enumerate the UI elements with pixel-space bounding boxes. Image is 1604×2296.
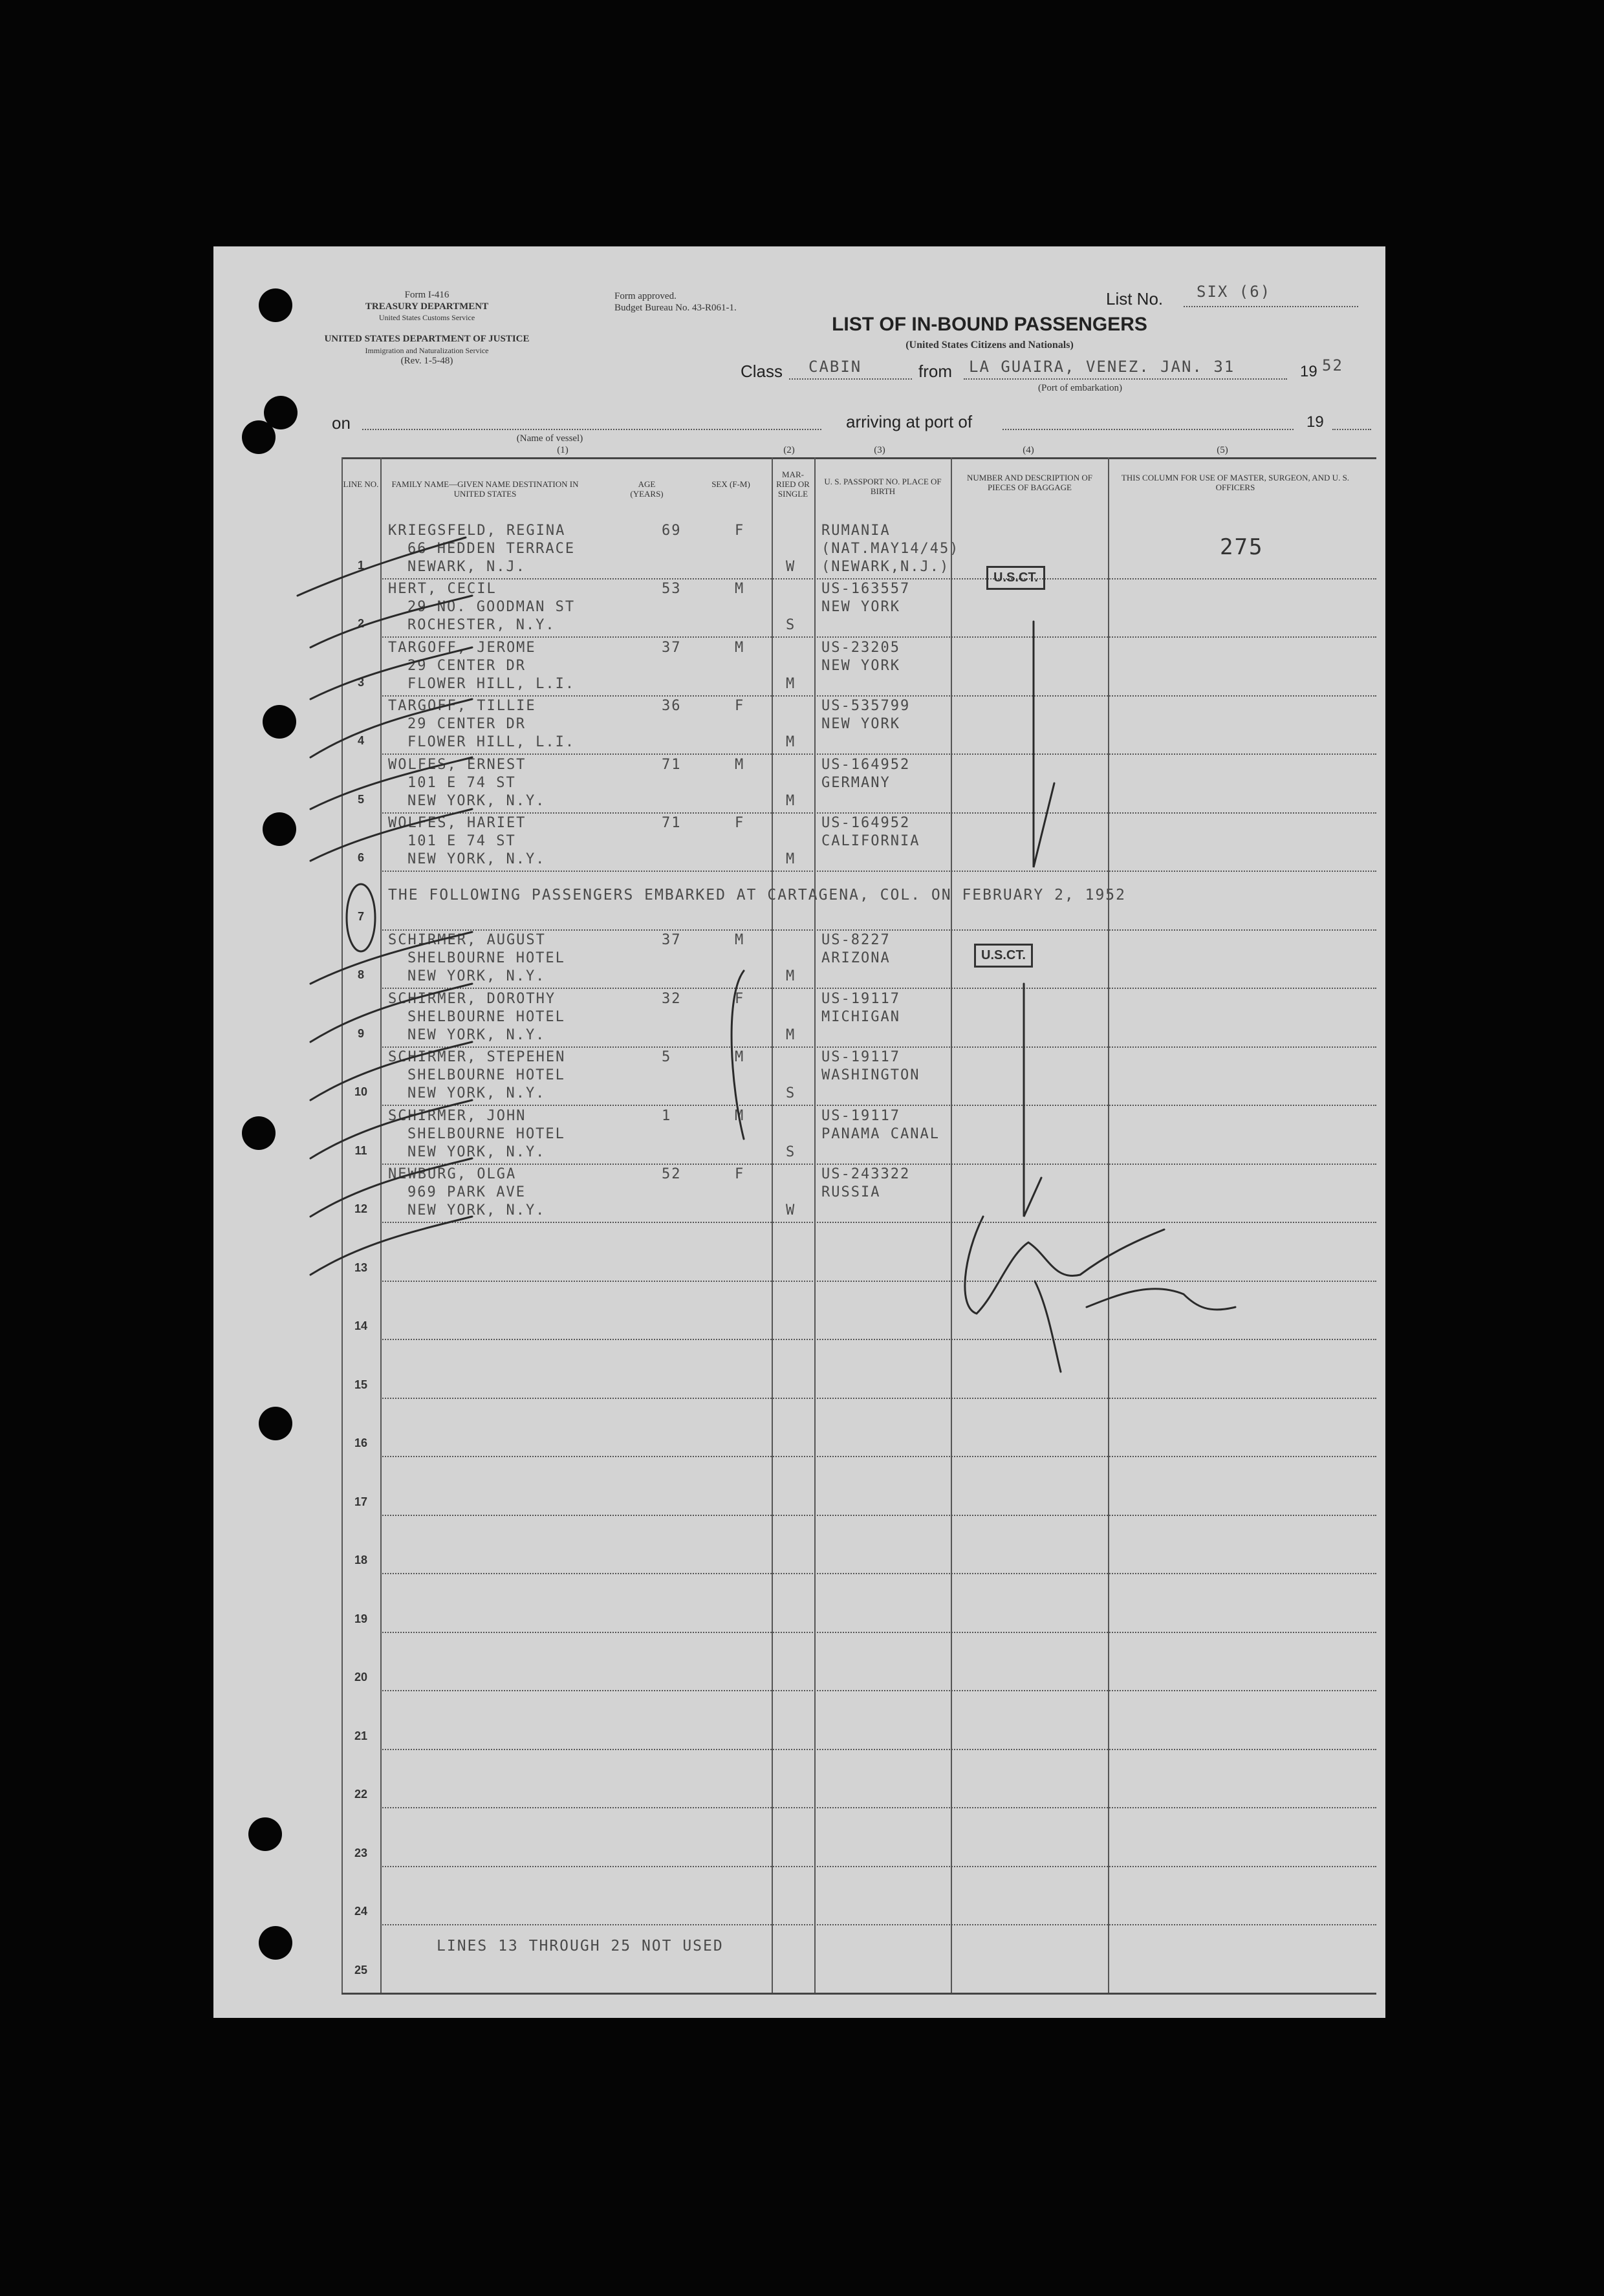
passenger-name: TARGOFF, TILLIE xyxy=(388,698,536,714)
passenger-sex: M xyxy=(735,932,745,948)
passenger-age: 69 xyxy=(662,522,682,539)
class-label: Class xyxy=(741,362,783,381)
passenger-passport: RUMANIA xyxy=(821,522,891,539)
passenger-addr1: SHELBOURNE HOTEL xyxy=(407,950,565,966)
passenger-age: 32 xyxy=(662,990,682,1007)
passenger-sex: M xyxy=(735,1049,745,1065)
handwritten-marks xyxy=(213,246,1385,2018)
passenger-addr2: NEW YORK, N.Y. xyxy=(407,851,546,867)
passenger-age: 52 xyxy=(662,1166,682,1182)
passenger-birth: NEW YORK xyxy=(821,716,900,732)
passenger-sex: M xyxy=(735,1107,745,1124)
form-approved: Form approved. xyxy=(614,291,677,301)
passenger-name: SCHIRMER, JOHN xyxy=(388,1107,526,1124)
passenger-birth2: (NEWARK,N.J.) xyxy=(821,558,950,575)
vessel-caption: (Name of vessel) xyxy=(516,433,583,444)
col-head-officers: THIS COLUMN FOR USE OF MASTER, SURGEON, AND U. S. OFFICERS xyxy=(1121,473,1350,492)
col-head-passport: U. S. PASSPORT NO. PLACE OF BIRTH xyxy=(824,477,942,496)
passenger-sex: F xyxy=(735,990,745,1007)
class-value: CABIN xyxy=(808,358,862,376)
passenger-name: SCHIRMER, STEPEHEN xyxy=(388,1049,566,1065)
passenger-name: WOLFES, HARIET xyxy=(388,815,526,831)
passenger-birth: ARIZONA xyxy=(821,950,891,966)
passenger-addr1: 29 CENTER DR xyxy=(407,657,526,674)
line-number: 16 xyxy=(354,1436,368,1449)
col-head-baggage: NUMBER AND DESCRIPTION OF PIECES OF BAGGAGE xyxy=(967,473,1092,492)
passenger-ms: M xyxy=(786,968,796,984)
list-no-label: List No. xyxy=(1106,289,1164,309)
passenger-addr2: NEW YORK, N.Y. xyxy=(407,1143,546,1160)
line-number: 19 xyxy=(354,1612,368,1625)
line-number: 17 xyxy=(354,1495,368,1508)
passenger-ms: S xyxy=(786,617,796,633)
passenger-birth: NEW YORK xyxy=(821,657,900,674)
passenger-addr2: NEW YORK, N.Y. xyxy=(407,792,546,809)
passenger-sex: F xyxy=(735,698,745,714)
binder-hole xyxy=(242,1116,276,1150)
line-number: 9 xyxy=(357,1026,364,1040)
passenger-name: HERT, CECIL xyxy=(388,581,497,597)
line-number: 2 xyxy=(357,617,364,630)
binder-hole xyxy=(259,1407,292,1440)
passenger-sex: M xyxy=(735,581,745,597)
arriving-label: arriving at port of xyxy=(846,412,973,431)
passenger-addr1: SHELBOURNE HOTEL xyxy=(407,1008,565,1025)
passenger-addr2: NEW YORK, N.Y. xyxy=(407,1026,546,1043)
passenger-age: 37 xyxy=(662,932,682,948)
passenger-birth: GERMANY xyxy=(821,774,891,791)
passenger-name: SCHIRMER, DOROTHY xyxy=(388,990,556,1007)
line-number: 25 xyxy=(354,1963,368,1977)
passenger-ms: M xyxy=(786,1026,796,1043)
passenger-name: WOLFES, ERNEST xyxy=(388,756,526,773)
passenger-birth: (NAT.MAY14/45) xyxy=(821,540,960,557)
passenger-age: 37 xyxy=(662,639,682,656)
budget-bureau: Budget Bureau No. 43-R061-1. xyxy=(614,303,737,313)
line-number: 10 xyxy=(354,1085,368,1098)
officer-number: 275 xyxy=(1220,534,1264,560)
passenger-passport: US-19117 xyxy=(821,1049,900,1065)
passenger-addr2: NEW YORK, N.Y. xyxy=(407,968,546,984)
passenger-passport: US-164952 xyxy=(821,815,911,831)
passenger-passport: US-8227 xyxy=(821,932,891,948)
passenger-ms: W xyxy=(786,558,796,575)
passenger-addr2: NEW YORK, N.Y. xyxy=(407,1085,546,1101)
year-prefix: 19 xyxy=(1300,363,1317,380)
passenger-birth: MICHIGAN xyxy=(821,1008,900,1025)
justice-dept: UNITED STATES DEPARTMENT OF JUSTICE xyxy=(324,334,530,344)
passenger-addr1: 29 CENTER DR xyxy=(407,716,526,732)
passenger-addr2: FLOWER HILL, L.I. xyxy=(407,734,576,750)
line-number: 14 xyxy=(354,1319,368,1332)
year-value: 52 xyxy=(1322,356,1343,374)
form-number: Form I-416 xyxy=(404,290,450,300)
passenger-sex: M xyxy=(735,639,745,656)
col-head-married: MAR- RIED OR SINGLE xyxy=(776,470,810,499)
binder-hole xyxy=(259,1926,292,1960)
line-number: 15 xyxy=(354,1378,368,1391)
col-head-sex: SEX (F-M) xyxy=(711,479,750,489)
passenger-passport: US-163557 xyxy=(821,581,911,597)
passenger-sex: F xyxy=(735,522,745,539)
customs-service: United States Customs Service xyxy=(378,313,475,322)
col-num-1: (1) xyxy=(557,445,569,455)
passenger-addr2: FLOWER HILL, L.I. xyxy=(407,675,576,692)
revision: (Rev. 1-5-48) xyxy=(400,356,453,366)
passenger-sex: F xyxy=(735,815,745,831)
passenger-passport: US-164952 xyxy=(821,756,911,773)
passenger-age: 71 xyxy=(662,756,682,773)
binder-hole xyxy=(242,420,276,454)
line-number: 18 xyxy=(354,1554,368,1566)
passenger-age: 53 xyxy=(662,581,682,597)
passenger-birth: NEW YORK xyxy=(821,599,900,615)
line-number: 20 xyxy=(354,1671,368,1684)
passenger-addr1: 101 E 74 ST xyxy=(407,774,516,791)
passenger-age: 36 xyxy=(662,698,682,714)
line-number: 23 xyxy=(354,1846,368,1859)
col-num-5: (5) xyxy=(1217,445,1228,455)
passenger-passport: US-243322 xyxy=(821,1166,911,1182)
passenger-birth: RUSSIA xyxy=(821,1184,881,1200)
binder-hole xyxy=(259,288,292,322)
col-num-4: (4) xyxy=(1023,445,1034,455)
passenger-birth: WASHINGTON xyxy=(821,1067,920,1083)
year-prefix-2: 19 xyxy=(1306,413,1324,431)
col-head-line: LINE NO. xyxy=(343,479,379,489)
passenger-passport: US-19117 xyxy=(821,990,900,1007)
passenger-ms: S xyxy=(786,1143,796,1160)
passenger-addr1: SHELBOURNE HOTEL xyxy=(407,1125,565,1142)
passenger-name: SCHIRMER, AUGUST xyxy=(388,932,546,948)
passenger-addr1: 101 E 74 ST xyxy=(407,833,516,849)
from-value: LA GUAIRA, VENEZ. JAN. 31 xyxy=(969,358,1235,376)
passenger-addr1: 66 HEDDEN TERRACE xyxy=(407,540,576,557)
us-ct-stamp-2: U.S.CT. xyxy=(974,944,1033,968)
passenger-addr2: NEW YORK, N.Y. xyxy=(407,1202,546,1218)
line-number: 11 xyxy=(354,1143,367,1157)
col-num-2: (2) xyxy=(783,445,795,455)
embark-note: THE FOLLOWING PASSENGERS EMBARKED AT CARTAGENA, COL. ON FEBRUARY 2, 1952 xyxy=(388,887,1126,904)
line-number: 3 xyxy=(357,675,364,689)
passenger-addr1: SHELBOURNE HOTEL xyxy=(407,1067,565,1083)
line-number: 8 xyxy=(357,968,364,981)
line-number: 5 xyxy=(357,792,364,806)
col-head-name: FAMILY NAME—GIVEN NAME DESTINATION IN UNITED STATES xyxy=(391,479,579,499)
line-number: 13 xyxy=(354,1261,368,1274)
treasury-dept: TREASURY DEPARTMENT xyxy=(365,301,489,312)
line-number: 21 xyxy=(354,1729,368,1742)
page-subtitle: (United States Citizens and Nationals) xyxy=(905,340,1074,351)
passenger-name: KRIEGSFELD, REGINA xyxy=(388,522,566,539)
passenger-ms: M xyxy=(786,851,796,867)
passenger-addr2: NEWARK, N.J. xyxy=(407,558,526,575)
passenger-birth: PANAMA CANAL xyxy=(821,1125,940,1142)
binder-hole xyxy=(263,812,296,846)
line-number: 12 xyxy=(354,1202,368,1215)
passenger-addr2: ROCHESTER, N.Y. xyxy=(407,617,556,633)
not-used-note: LINES 13 THROUGH 25 NOT USED xyxy=(437,1938,724,1955)
passenger-age: 5 xyxy=(662,1049,672,1065)
us-ct-stamp-1: U.S.CT. xyxy=(986,566,1045,590)
passenger-passport: US-23205 xyxy=(821,639,900,656)
passenger-ms: M xyxy=(786,792,796,809)
binder-hole xyxy=(263,705,296,739)
passenger-sex: M xyxy=(735,756,745,773)
line-number: 4 xyxy=(357,734,364,747)
passenger-ms: S xyxy=(786,1085,796,1101)
passenger-name: TARGOFF, JEROME xyxy=(388,639,536,656)
passenger-birth: CALIFORNIA xyxy=(821,833,920,849)
binder-hole xyxy=(248,1817,282,1851)
line-number: 1 xyxy=(357,558,364,572)
passenger-ms: M xyxy=(786,734,796,750)
manifest-page xyxy=(213,246,1385,2018)
page-title: LIST OF IN-BOUND PASSENGERS xyxy=(832,314,1147,335)
from-label: from xyxy=(918,362,952,381)
passenger-addr1: 29 NO. GOODMAN ST xyxy=(407,599,576,615)
ins-service: Immigration and Naturalization Service xyxy=(365,346,489,355)
passenger-addr1: 969 PARK AVE xyxy=(407,1184,526,1200)
passenger-sex: F xyxy=(735,1166,745,1182)
line-number: 7 xyxy=(357,909,364,923)
port-embark-caption: (Port of embarkation) xyxy=(1038,383,1122,393)
passenger-passport: US-19117 xyxy=(821,1107,900,1124)
passenger-ms: W xyxy=(786,1202,796,1218)
passenger-name: NEWBURG, OLGA xyxy=(388,1166,517,1182)
list-no-value: SIX (6) xyxy=(1197,283,1272,301)
col-num-3: (3) xyxy=(874,445,885,455)
passenger-passport: US-535799 xyxy=(821,698,911,714)
passenger-ms: M xyxy=(786,675,796,692)
passenger-age: 71 xyxy=(662,815,682,831)
line-number: 22 xyxy=(354,1788,368,1801)
on-label: on xyxy=(332,413,351,433)
line-number: 6 xyxy=(357,851,364,864)
passenger-age: 1 xyxy=(662,1107,672,1124)
col-head-age: AGE (YEARS) xyxy=(630,479,664,499)
line-number: 24 xyxy=(354,1905,368,1918)
